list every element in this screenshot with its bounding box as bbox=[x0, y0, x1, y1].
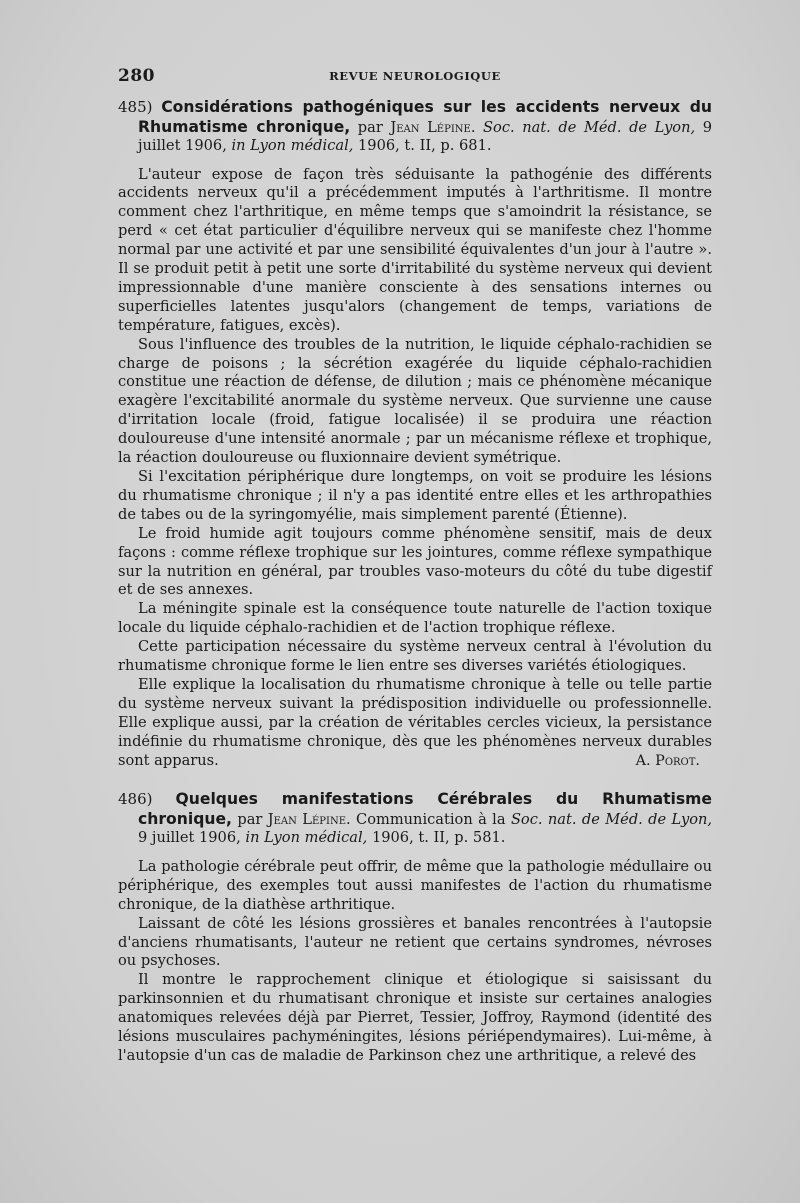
communication-label: Communication à la bbox=[356, 810, 506, 828]
entry-title: Quelques manifestations Cérébrales du Rhumatisme chronique, bbox=[138, 790, 712, 828]
author-name: Jean Lépine. bbox=[390, 118, 476, 136]
page-content bbox=[118, 98, 712, 1066]
entry-title: Considérations pathogéniques sur les accidents nerveux du Rhumatisme chronique, bbox=[138, 98, 713, 136]
entry-number: 485) bbox=[118, 98, 153, 116]
paragraph: L'auteur expose de façon très séduisante la pathogénie des différents accidents nerveux qu'il a précédemment imputés à l'arthritisme. Il montre comment chez l'arthritique, en même temps que s'amoindrit la résistance, se perd « cet état particulier d'équilibre nerveux qui se manifeste chez l'homme normal par une activité et par une sensibilité équivalentes d'un jour à l'autre ». Il se produit petit à petit une sorte d'irritabilité du système nerveux qui devient impressionnable d'une manière consciente à des sensations internes ou superficielles latentes jusqu'alors (changement de temps, variations de température, fatigues, excès). bbox=[118, 165, 712, 334]
meeting-date: 9 juillet 1906, bbox=[138, 829, 241, 847]
reviewer-signature: A. Porot. bbox=[635, 752, 700, 769]
paragraph: Si l'excitation périphérique dure longtemps, on voit se produire les lésions du rhumatisme chronique ; il n'y a pas identité entre elles et les arthropathies de tabes ou de la syringomyélie, mais simplement parenté (Étienne). bbox=[118, 468, 712, 523]
society-name: Soc. nat. de Méd. de Lyon, bbox=[483, 118, 696, 136]
society-name: Soc. nat. de Méd. de Lyon, bbox=[510, 810, 713, 828]
paragraph: Il montre le rapprochement clinique et étiologique si saisissant du parkinsonnien et du rhumatisant chronique et insiste sur certaines analogies anatomiques relevées déjà par Pierret, Tessier, Joffroy, Raymond (identité des lésions musculaires pachyméningites, lésions périépendymaires). Lui-même, à l'autopsie d'un cas de maladie de Parkinson chez une arthritique, a relevé des bbox=[118, 971, 712, 1064]
meeting-date: 9 juillet 1906, bbox=[138, 118, 713, 154]
paragraph: Elle explique la localisation du rhumatisme chronique à telle ou telle partie du système nerveux suivant la prédisposition individuelle ou professionnelle. Elle explique aussi, par la création de véritables cercles vicieux, la persistance indéfinie du rhumatisme chronique, dès que les phénomènes nerveux durables sont apparus. bbox=[118, 675, 712, 769]
reference: 1906, t. II, p. 681. bbox=[358, 137, 492, 154]
paragraph: Laissant de côté les lésions grossières et banales rencontrées à l'autopsie d'anciens rhumatisants, l'auteur ne retient que certains syndromes, névroses ou psychoses. bbox=[118, 914, 712, 970]
by-word: par bbox=[357, 118, 383, 136]
paragraph: Le froid humide agit toujours comme phénomène sensitif, mais de deux façons : comme réflexe trophique sur les jointures, comme réflexe sympathique sur la nutrition en général, par troubles vaso-moteurs du côté du tube digestif et de ses annexes. bbox=[118, 524, 712, 599]
journal-title: REVUE NEUROLOGIQUE bbox=[329, 69, 501, 83]
entry-486-heading bbox=[118, 790, 712, 848]
paragraph: La méningite spinale est la conséquence toute naturelle de l'action toxique locale du liquide céphalo-rachidien et de l'action trophique réflexe. bbox=[118, 600, 712, 637]
reference: 1906, t. II, p. 581. bbox=[371, 829, 506, 847]
paragraph: La pathologie cérébrale peut offrir, de même que la pathologie médullaire ou périphérique, des exemples tout aussi manifestes de l'action du rhumatisme chronique, de la diathèse arthritique. bbox=[118, 857, 712, 913]
page-number: 280 bbox=[118, 66, 155, 86]
running-head bbox=[118, 66, 712, 86]
journal-name: in Lyon médical, bbox=[231, 137, 354, 154]
paragraph: Cette participation nécessaire du système nerveux central à l'évolution du rhumatisme chronique forme le lien entre ses diverses variétés étiologiques. bbox=[118, 638, 712, 675]
by-word: par bbox=[237, 810, 263, 828]
entry-485-heading bbox=[118, 98, 712, 156]
author-name: Jean Lépine. bbox=[267, 810, 351, 828]
entry-separator bbox=[118, 770, 712, 790]
paragraph: Sous l'influence des troubles de la nutrition, le liquide céphalo-rachidien se charge de poisons ; la sécrétion exagérée du liquide céphalo-rachidien constitue une réaction de défense, de dilution ; mais ce phénomène mécanique exagère l'excitabilité anormale du système nerveux. Que survienne une cause d'irritation locale (froid, fatigue localisée) il se produira une réaction douloureuse d'une intensité anormale ; par un mécanisme réflexe et trophique, la réaction douloureuse ou fluxionnaire devient symétrique. bbox=[118, 335, 712, 467]
entry-number: 486) bbox=[118, 790, 153, 809]
journal-name: in Lyon médical, bbox=[245, 829, 368, 847]
